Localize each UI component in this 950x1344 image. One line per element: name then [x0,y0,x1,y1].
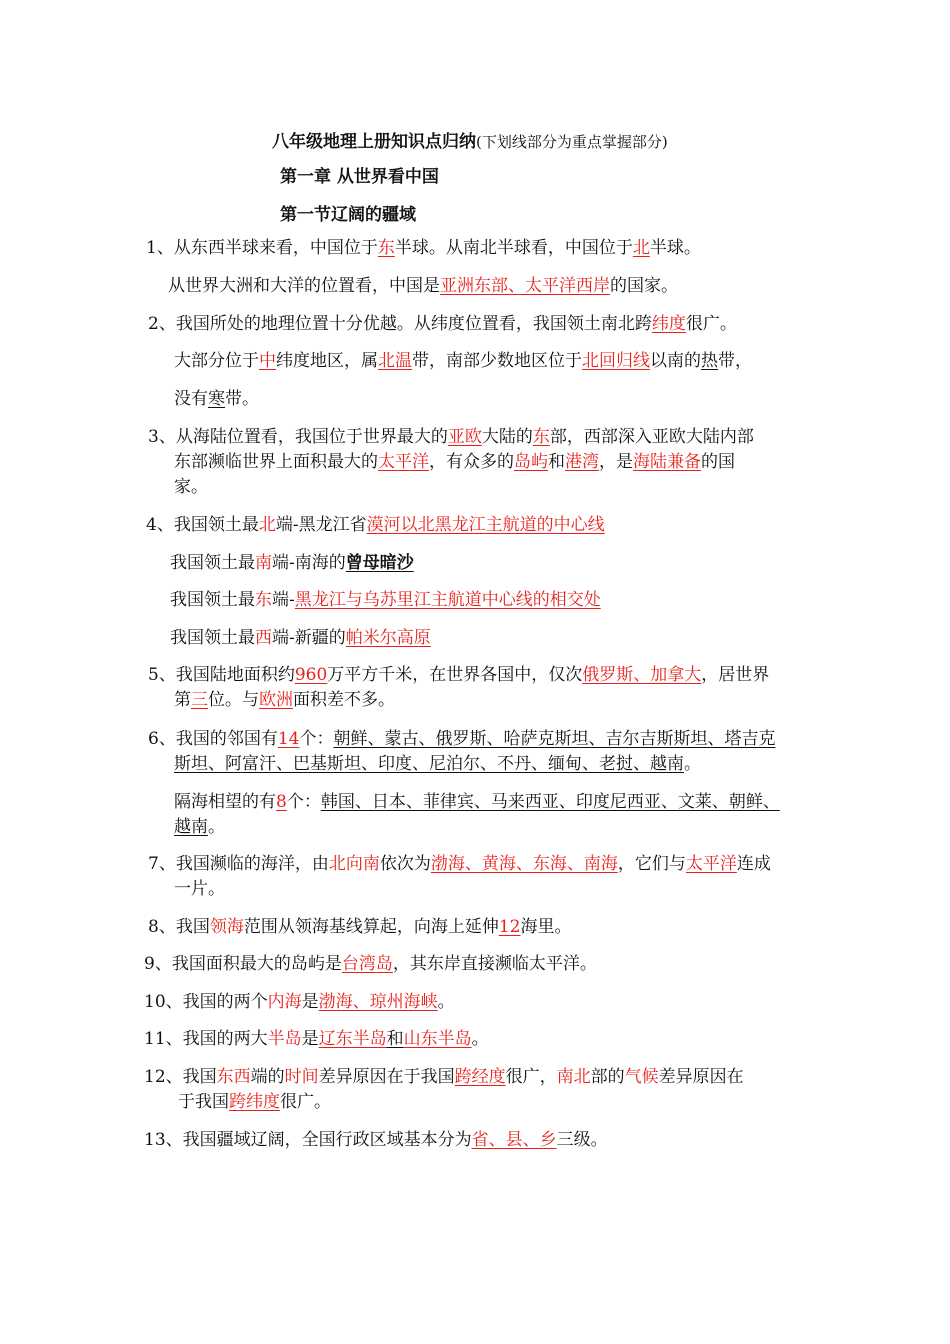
item-4-line-2 [170,551,414,575]
text-segment: 山东半岛 [403,1029,472,1049]
text-segment: 亚欧 [447,427,482,447]
text-segment: 端- [272,590,295,610]
document-title [272,127,668,152]
text-segment: 我国领土最 [170,590,255,610]
text-segment: 海里。 [520,917,572,937]
item-11 [144,1027,489,1051]
text-segment: 带， [718,351,752,371]
item-4-line-4 [170,626,431,650]
text-segment: 6、我国的邻国有 [148,729,278,749]
text-segment: 依次为 [379,854,431,874]
item-7 [148,852,788,902]
text-segment: 亚洲东部、 [440,276,525,296]
text-segment: 13、我国疆域辽阔，全国行政区域基本分为 [144,1130,472,1150]
text-segment: 跨经度 [454,1067,506,1087]
text-segment: 是 [301,1029,319,1049]
text-segment: 范围从领海基线算起，向海上延伸 [243,917,499,937]
text-segment: 3、从海陆位置看，我国位于世界最大的 [148,427,448,447]
text-segment: 9、我国面积最大的岛屿是 [144,954,342,974]
item-3 [148,425,788,500]
text-segment: 很广， [505,1067,557,1087]
text-segment: 我国领土最 [170,553,255,573]
text-segment: 岛屿 [514,452,548,472]
text-segment: 辽东半岛 [318,1029,387,1049]
section-heading: 第一节辽阔的疆域 [280,205,416,225]
text-segment: 韩国、日本、菲律宾、马来西亚、印度尼西亚、文莱、朝鲜、 [320,792,780,812]
title-main: 八年级地理上册知识点归纳 [272,132,476,152]
text-segment: 个： [286,792,321,812]
text-segment: 太平洋 [685,854,737,874]
text-segment: 台湾岛 [341,954,393,974]
text-segment: 东西 [216,1067,251,1087]
text-segment: 。 [684,754,701,774]
text-segment: 个： [299,729,334,749]
text-segment: 部，西部深入亚欧大陆内部 [549,427,754,447]
text-segment: 很广。 [280,1092,331,1112]
text-segment: 黑龙江与乌苏里江主航道中心线的相交处 [294,590,601,610]
item-1-line-2 [168,274,678,298]
text-segment: 和 [386,1029,404,1049]
text-segment: 海陆兼备 [633,452,701,472]
text-segment: 连成 [736,854,771,874]
text-segment: 7、我国濒临的海洋，由 [148,854,329,874]
text-segment: 南 [255,553,272,573]
text-segment: 第 [174,690,191,710]
item-9 [144,952,597,976]
text-segment: 省、县、乡 [471,1130,557,1150]
text-segment: 俄罗斯、加拿大 [582,665,702,685]
text-segment: 领海 [209,917,244,937]
text-segment: 欧洲 [259,690,293,710]
text-segment: 家。 [174,477,208,497]
title-note: (下划线部分为重点掌握部分) [476,133,668,151]
text-segment: 位。与 [208,690,259,710]
text-segment: 三 [191,690,208,710]
text-segment: 西 [255,628,272,648]
item-2-line-3 [174,387,259,411]
item-5 [148,663,788,713]
item-4-line-1 [146,513,605,537]
text-segment: 东 [377,238,395,258]
text-segment: 跨纬度 [229,1092,280,1112]
text-segment: 越南 [174,817,208,837]
text-segment: 。 [471,1029,489,1049]
text-segment: 差异原因在于我国 [318,1067,455,1087]
text-segment: 于我国 [178,1092,229,1112]
text-segment: 14 [277,729,300,749]
text-segment: 东 [532,427,550,447]
text-segment: 端-南海的 [272,553,346,573]
text-segment: 北 [258,515,276,535]
text-segment: 12、我国 [144,1067,217,1087]
text-segment: 带，南部少数地区位于 [412,351,582,371]
text-segment: 太平洋西岸 [525,276,610,296]
item-6 [148,727,788,777]
text-segment: 。 [208,817,225,837]
text-segment: 渤海、黄海、东海、南海 [430,854,618,874]
text-segment: 一片。 [174,879,225,899]
text-segment: 差异原因在 [658,1067,744,1087]
text-segment: 带。 [225,389,259,409]
text-segment: 大部分位于 [174,351,259,371]
item-2-line-1 [148,312,737,336]
item-6-sea-neighbors [148,790,788,840]
text-segment: 11、我国的两大 [144,1029,268,1049]
text-segment: 12 [498,917,521,937]
chapter-heading: 第一章 从世界看中国 [280,167,439,187]
text-segment: ，它们与 [617,854,686,874]
item-8 [148,915,571,939]
text-segment: 半岛 [267,1029,302,1049]
text-segment: 隔海相望的有 [174,792,276,812]
text-segment: 部的 [590,1067,625,1087]
text-segment: 中 [259,351,276,371]
text-segment: 。 [437,992,455,1012]
text-segment: 我国领土最 [170,628,255,648]
text-segment: 帕米尔高原 [345,628,431,648]
text-segment: 端-黑龙江省 [275,515,367,535]
text-segment: 5、我国陆地面积约 [148,665,295,685]
text-segment: 东 [255,590,272,610]
item-13 [144,1128,608,1152]
text-segment: 2、我国所处的地理位置十分优越。从纬度位置看，我国领土南北跨 [148,314,652,334]
text-segment: 北温 [378,351,412,371]
item-4-line-3 [170,588,601,612]
text-segment: 端-新疆的 [272,628,346,648]
text-segment: 渤海、琼州海峡 [318,992,438,1012]
item-2-line-2 [174,349,752,373]
text-segment: 寒 [208,389,225,409]
text-segment: 东部濒临世界上面积最大的 [174,452,378,472]
text-segment: 太平洋 [378,452,429,472]
text-segment: 万平方千米，在世界各国中，仅次 [327,665,583,685]
text-segment: 4、我国领土最 [146,515,259,535]
text-segment: 港湾 [565,452,599,472]
text-segment: ，有众多的 [429,452,514,472]
text-segment: 10、我国的两个 [144,992,268,1012]
text-segment: 以南的 [650,351,701,371]
text-segment: 漠河以北黑龙江主航道的中心线 [366,515,605,535]
text-segment: 8、我国 [148,917,210,937]
text-segment: 内海 [267,992,302,1012]
text-segment: 端的 [250,1067,285,1087]
text-segment: 的国家。 [610,276,678,296]
text-segment: 从世界大洲和大洋的位置看，中国是 [168,276,440,296]
text-segment: 很广。 [685,314,737,334]
text-segment: 的国 [701,452,735,472]
text-segment: 纬度地区，属 [276,351,378,371]
text-segment: 面积差不多。 [293,690,395,710]
text-segment: 朝鲜、蒙古、俄罗斯、哈萨克斯坦、吉尔吉斯斯坦、塔吉克 [333,729,776,749]
item-1-line-1 [146,236,701,260]
text-segment: 8 [276,792,287,812]
text-segment: 和 [548,452,565,472]
text-segment: 是 [301,992,319,1012]
text-segment: 半球。 [649,238,701,258]
text-segment: 斯坦、阿富汗、巴基斯坦、印度、尼泊尔、不丹、缅甸、老挝、越南 [174,754,684,774]
text-segment: 北向南 [328,854,380,874]
text-segment: 时间 [284,1067,319,1087]
text-segment: 没有 [174,389,208,409]
text-segment: 纬度 [651,314,686,334]
text-segment: 热 [701,351,718,371]
text-segment: 北 [632,238,650,258]
text-segment: ，其东岸直接濒临太平洋。 [392,954,597,974]
text-segment: 半球。从南北半球看，中国位于 [394,238,633,258]
text-segment: 1、从东西半球来看，中国位于 [146,238,378,258]
text-segment: 曾母暗沙 [345,553,414,573]
text-segment: 大陆的 [481,427,533,447]
text-segment: 气候 [624,1067,659,1087]
text-segment: ，居世界 [701,665,770,685]
text-segment: 北回归线 [582,351,650,371]
text-segment: 南北 [556,1067,591,1087]
text-segment: ，是 [599,452,633,472]
item-10 [144,990,455,1014]
item-12 [144,1065,784,1115]
text-segment: 960 [294,665,328,685]
text-segment: 三级。 [556,1130,608,1150]
